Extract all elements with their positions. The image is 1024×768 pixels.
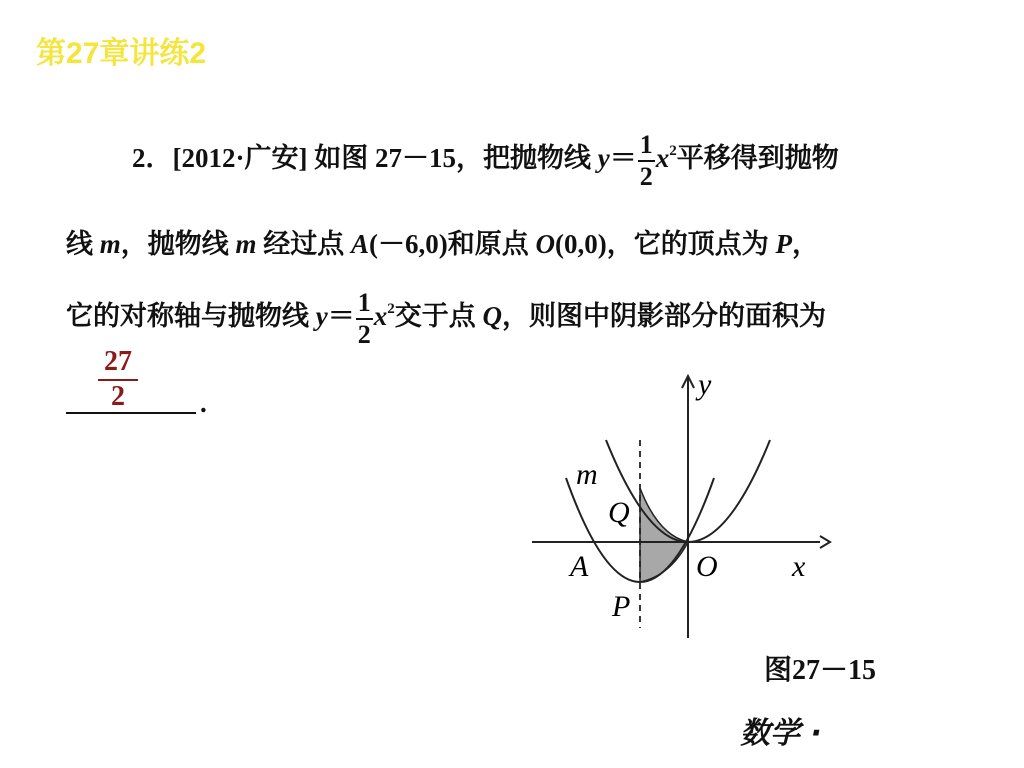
line2-t1: 线: [66, 229, 100, 259]
line1-eq: ＝: [609, 143, 637, 174]
line1-prefix: 2．[2012·广安] 如图 27－15，把抛物线: [132, 143, 598, 174]
answer-den: 2: [111, 381, 125, 412]
line2-P: P: [775, 229, 793, 259]
answer-period: .: [200, 388, 207, 418]
line3-suffix: ，则图中阴影部分的面积为: [501, 301, 826, 332]
line3-y: y: [315, 301, 328, 332]
line3-prefix: 它的对称轴与抛物线: [66, 301, 316, 332]
line3-exp: 2: [387, 301, 395, 318]
line3-x: x: [373, 301, 388, 332]
line2-t2: ，抛物线: [120, 229, 236, 259]
answer-num: 27: [98, 348, 138, 381]
problem-line-2: [66, 222, 819, 261]
label-Q: Q: [608, 496, 630, 529]
figure-caption: 图27－15: [764, 655, 877, 686]
shaded-region: [640, 488, 688, 582]
line1-exp: 2: [669, 143, 677, 160]
answer-blank-line: [66, 412, 196, 414]
line3-fraction: [356, 290, 373, 348]
line2-O: O: [535, 229, 556, 259]
line2-t4: (－6,0)和原点: [369, 229, 536, 259]
line3-Q: Q: [482, 301, 502, 332]
line3-frac-den: 2: [357, 320, 371, 349]
chapter-title: 第27章讲练2: [36, 37, 207, 70]
line2-A: A: [351, 229, 370, 259]
line1-frac-den: 2: [639, 162, 653, 191]
line3-mid: 交于点: [394, 301, 483, 332]
line1-frac-num: 1: [638, 132, 655, 162]
label-O: O: [696, 550, 718, 583]
x-axis-arrow: [820, 536, 830, 548]
answer-fraction: [98, 348, 138, 411]
label-x: x: [792, 550, 806, 583]
problem-line-1: [132, 132, 839, 190]
label-m: m: [576, 458, 598, 491]
line1-fraction: [638, 132, 655, 190]
line2-m1: m: [99, 229, 121, 259]
label-A: A: [570, 550, 589, 583]
line3-eq: ＝: [327, 301, 355, 332]
line2-t5: (0,0)，它的顶点为: [555, 229, 776, 259]
line1-y: y: [597, 143, 610, 174]
label-y: y: [698, 368, 712, 401]
line2-t3: 经过点: [256, 229, 352, 259]
label-P: P: [612, 590, 631, 623]
problem-line-3: [66, 290, 826, 348]
parabola-figure: [520, 360, 840, 650]
line2-t6: ，: [792, 229, 820, 259]
footer-subject: 数学 ·: [740, 716, 822, 751]
line1-x: x: [655, 143, 670, 174]
line1-suffix: 平移得到抛物: [676, 143, 839, 174]
line2-m2: m: [235, 229, 257, 259]
line3-frac-num: 1: [356, 290, 373, 320]
